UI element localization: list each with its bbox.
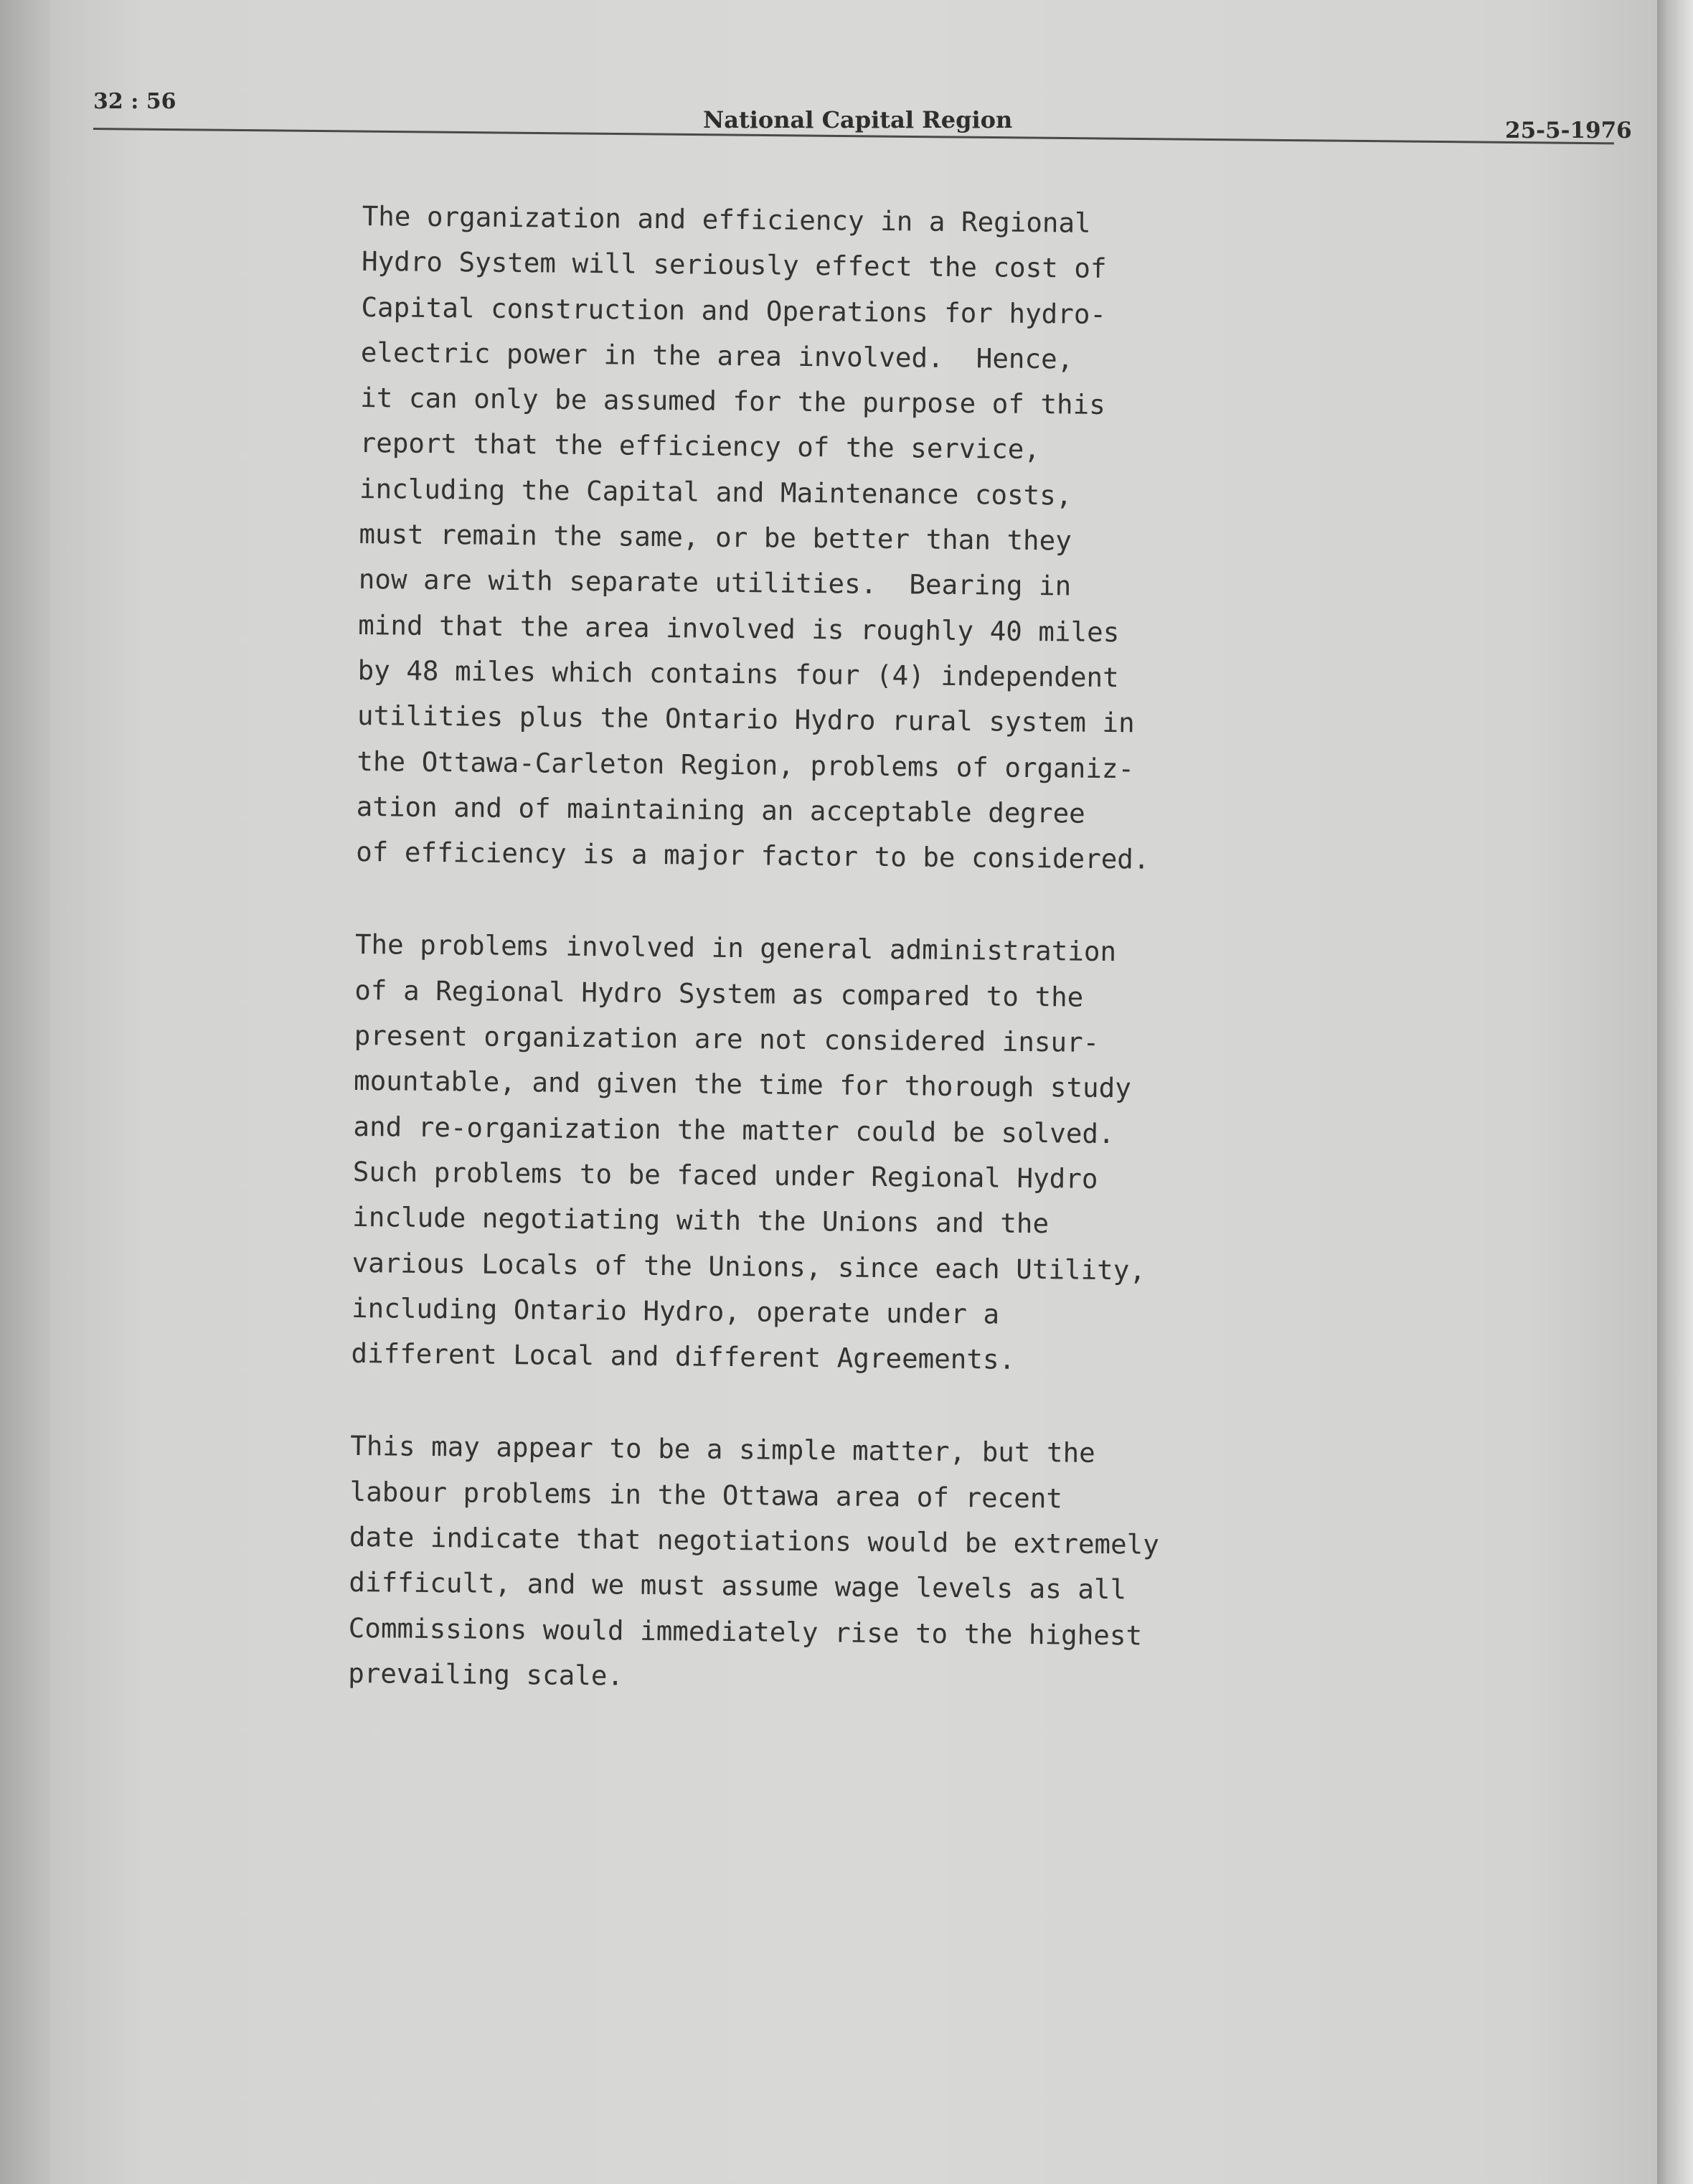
running-title: National Capital Region <box>703 106 1013 133</box>
paragraph-organization-efficiency: The organization and efficiency in a Regional Hydro System will seriously effect the cost of Capital construction and Operations for hydro- electric power in the area involved. Hence, it can only be assumed for the purpose of this report that the efficiency of the service, including the Capital and Maintenance costs, must remain the same, or be better than they now are with separate utilities. Bearing in mind that the area involved is roughly 40 miles by 48 miles which contains four (4) independent utilities plus the Ontario Hydro rural system in the Ottawa-Carleton Region, problems of organiz- ation and of maintaining an acceptable degree of efficiency is a major factor to be considered. <box>355 199 1150 875</box>
paragraph-general-administration: The problems involved in general administration of a Regional Hydro System as compared to the present organization are not considered insur- mountable, and given the time for thorough study and re-organization the matter could be solved. Such problems to be faced under Regional Hydro include negotiating with the Unions and the various Locals of the Unions, since each Utility, including Ontario Hydro, operate under a different Local and different Agreements. <box>351 928 1146 1375</box>
page-number: 32 : 56 <box>93 89 176 114</box>
document-body <box>348 194 1338 1705</box>
paragraph-labour-problems: This may appear to be a simple matter, but the labour problems in the Ottawa area of recent date indicate that negotiations would be extremely difficult, and we must assume wage levels as all Commissions would immediately rise to the highest prevailing scale. <box>347 1430 1160 1692</box>
binding-gutter <box>0 0 50 2184</box>
header-date: 25-5-1976 <box>1505 118 1632 143</box>
page-edge <box>1657 0 1693 2184</box>
